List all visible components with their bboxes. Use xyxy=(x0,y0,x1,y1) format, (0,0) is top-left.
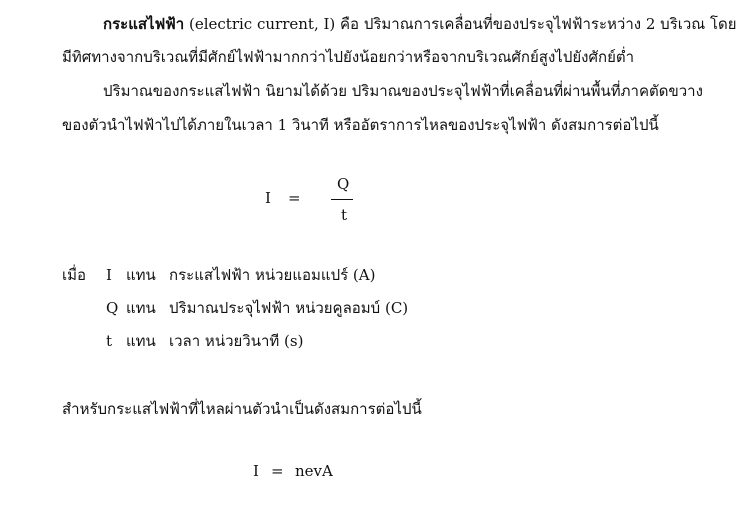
equation-2-lhs: I xyxy=(253,462,259,480)
equation-1-numerator: Q xyxy=(337,175,350,193)
paragraph-1-line-1 xyxy=(103,13,737,35)
definition-symbol: Q xyxy=(106,299,119,317)
definitions-intro: เมื่อ xyxy=(62,266,87,284)
definition-meaning: ปริมาณประจุไฟฟ้า หน่วยคูลอมบ์ (C) xyxy=(169,299,409,317)
equation-1-denominator: t xyxy=(341,206,348,224)
equation-2-rhs: nevA xyxy=(295,462,333,480)
definition-word: แทน xyxy=(126,299,156,317)
fraction-bar xyxy=(331,199,353,200)
definition-symbol: t xyxy=(106,332,113,350)
definition-meaning: กระแสไฟฟ้า หน่วยแอมแปร์ (A) xyxy=(169,266,376,284)
paragraph-3-line-1: สำหรับกระแสไฟฟ้าที่ไหลผ่านตัวนำเป็นดังสมการต่อไปนี้ xyxy=(62,400,422,418)
definition-row-2 xyxy=(62,297,462,319)
equation-current-fraction xyxy=(265,172,355,228)
definition-symbol: I xyxy=(106,266,112,284)
paragraph-1-line-2: มีทิศทางจากบริเวณที่มีศักย์ไฟฟ้ามากกว่าไปยังน้อยกว่าหรือจากบริเวณศักย์สูงไปยังศักย์ต่ำ xyxy=(62,48,635,66)
equation-1-lhs: I xyxy=(265,189,271,207)
definition-word: แทน xyxy=(126,332,156,350)
definition-word: แทน xyxy=(126,266,156,284)
equation-2-equals: = xyxy=(271,462,284,480)
paragraph-2-line-1: ปริมาณของกระแสไฟฟ้า นิยามได้ด้วย ปริมาณของประจุไฟฟ้าที่เคลื่อนที่ผ่านพื้นที่ภาคตัดขวาง xyxy=(103,82,703,100)
paragraph-2-line-2: ของตัวนำไฟฟ้าไปได้ภายในเวลา 1 วินาที หรืออัตราการไหลของประจุไฟฟ้า ดังสมการต่อไปนี้ xyxy=(62,116,659,134)
definition-row-3 xyxy=(62,330,462,352)
term-electric-current: กระแสไฟฟ้า xyxy=(103,15,185,33)
definition-row-1 xyxy=(62,264,462,286)
equation-drift-current xyxy=(253,460,373,482)
definition-meaning: เวลา หน่วยวินาที (s) xyxy=(169,332,304,350)
equation-1-equals: = xyxy=(288,189,301,207)
paragraph-1-line-1-text: (electric current, I) คือ ปริมาณการเคลื่อนที่ของประจุไฟฟ้าระหว่าง 2 บริเวณ โดย xyxy=(184,15,737,33)
